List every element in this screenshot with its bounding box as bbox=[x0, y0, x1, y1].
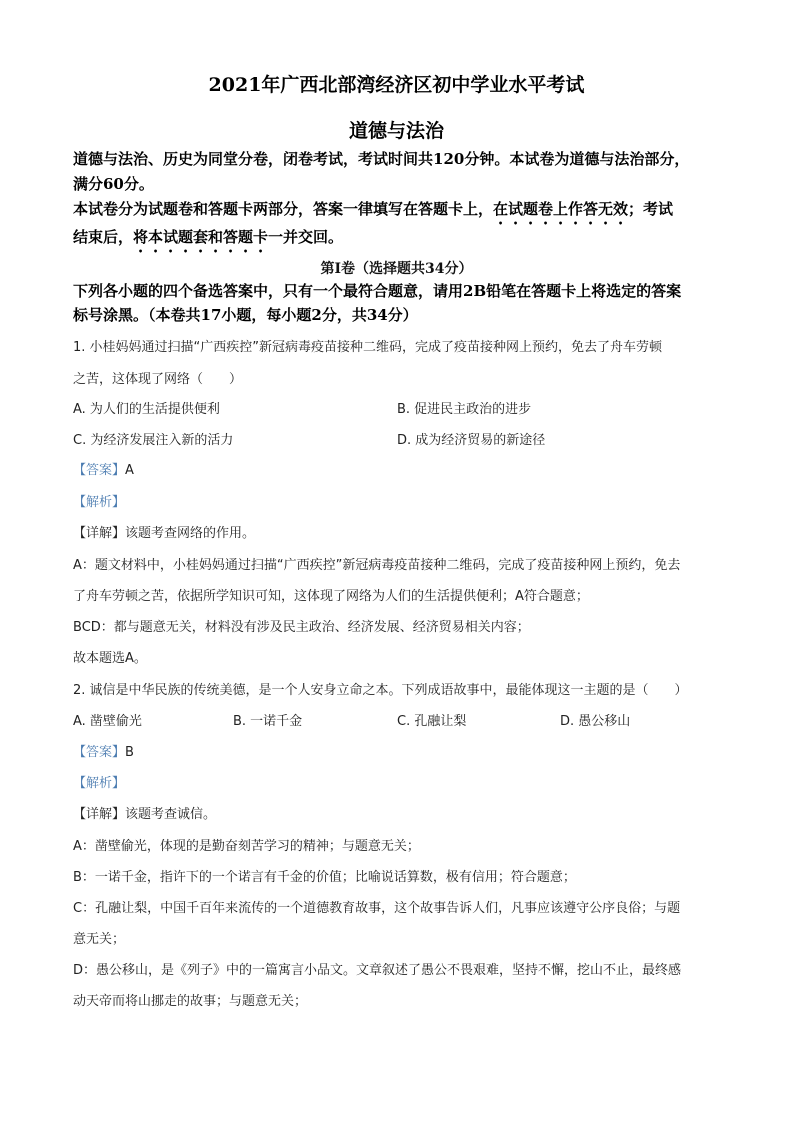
emphasis-text: 将本试题套和答题卡 bbox=[133, 228, 269, 246]
q1-answer bbox=[73, 459, 134, 478]
exam-subject: 道德与法治 bbox=[348, 120, 444, 142]
answer-label: 【答案】 bbox=[73, 463, 126, 478]
answer-value: B bbox=[125, 745, 134, 760]
q2-option-a: A. 凿壁偷光 bbox=[73, 714, 142, 729]
answer-label: 【答案】 bbox=[73, 745, 126, 760]
instruction-line-3 bbox=[73, 198, 673, 228]
q2-detail-line: D：愚公移山，是《列子》中的一篇寓言小品文。文章叙述了愚公不畏艰难，坚持不懈，挖山不止，最终感 bbox=[73, 963, 682, 978]
q2-detail-line: 意无关； bbox=[73, 932, 126, 947]
q1-option-c: C. 为经济发展注入新的活力 bbox=[73, 433, 234, 448]
q2-analysis-label: 【解析】 bbox=[73, 776, 126, 791]
instruction-line-4 bbox=[73, 226, 343, 256]
emphasis-text: 在试题卷上作答无效 bbox=[493, 200, 629, 218]
q1-detail-line: 故本题选A。 bbox=[73, 651, 147, 666]
instruction-line-2: 满分60分。 bbox=[73, 175, 154, 193]
q1-detail-line: 【详解】该题考查网络的作用。 bbox=[73, 526, 256, 541]
q2-detail-line: B：一诺千金，指许下的一个诺言有千金的价值；比喻说话算数，极有信用；符合题意； bbox=[73, 870, 576, 885]
q2-option-c: C. 孔融让梨 bbox=[397, 714, 467, 729]
q2-detail-line: 动天帝而将山挪走的故事；与题意无关； bbox=[73, 994, 308, 1009]
q1-option-a: A. 为人们的生活提供便利 bbox=[73, 402, 220, 417]
exam-title: 2021年广西北部湾经济区初中学业水平考试 bbox=[208, 74, 585, 96]
answer-value: A bbox=[125, 463, 134, 478]
q2-option-b: B. 一诺千金 bbox=[233, 714, 303, 729]
q2-option-d: D. 愚公移山 bbox=[560, 714, 631, 729]
q2-detail-line: A：凿壁偷光，体现的是勤奋刻苦学习的精神；与题意无关； bbox=[73, 839, 420, 854]
question-1-stem-cont: 之苦，这体现了网络（ ） bbox=[73, 372, 243, 387]
question-2-stem: 2. 诚信是中华民族的传统美德，是一个人安身立命之本。下列成语故事中，最能体现这一主题的是（ ） bbox=[73, 683, 688, 698]
q2-detail-line: 【详解】该题考查诚信。 bbox=[73, 807, 217, 822]
instruction-text: 结束后， bbox=[73, 228, 134, 246]
instruction-text: ；考试 bbox=[628, 200, 674, 218]
instruction-text: 本试卷分为试题卷和答题卡两部分，答案一律填写在答题卡上， bbox=[73, 200, 494, 218]
q2-detail-line: C：孔融让梨，中国千百年来流传的一个道德教育故事，这个故事告诉人们，凡事应该遵守公序良俗；与题 bbox=[73, 901, 681, 916]
q1-analysis-label: 【解析】 bbox=[73, 495, 126, 510]
q1-detail-line: 了舟车劳顿之苦，依据所学知识可知，这体现了网络为人们的生活提供便利；A符合题意； bbox=[73, 589, 589, 604]
q1-detail-line: BCD：都与题意无关，材料没有涉及民主政治、经济发展、经济贸易相关内容； bbox=[73, 620, 530, 635]
q1-option-b: B. 促进民主政治的进步 bbox=[397, 402, 532, 417]
q1-detail-line: A：题文材料中，小桂妈妈通过扫描“广西疾控”新冠病毒疫苗接种二维码，完成了疫苗接种网上预约，免去 bbox=[73, 558, 681, 573]
section-desc-1: 下列各小题的四个备选答案中，只有一个最符合题意，请用2B铅笔在答题卡上将选定的答案 bbox=[73, 282, 682, 300]
section-title: 第Ⅰ卷（选择题共34分） bbox=[320, 261, 473, 277]
instruction-line-1: 道德与法治、历史为同堂分卷，闭卷考试，考试时间共120分钟。本试卷为道德与法治部分， bbox=[73, 150, 690, 168]
q1-option-d: D. 成为经济贸易的新途径 bbox=[397, 433, 546, 448]
section-desc-2: 标号涂黑。（本卷共17小题，每小题2分，共34分） bbox=[73, 306, 418, 324]
instruction-text: 一并交回。 bbox=[268, 228, 344, 246]
q2-answer bbox=[73, 741, 134, 760]
question-1-stem: 1. 小桂妈妈通过扫描“广西疾控”新冠病毒疫苗接种二维码，完成了疫苗接种网上预约，免去了舟车劳顿 bbox=[73, 340, 663, 355]
